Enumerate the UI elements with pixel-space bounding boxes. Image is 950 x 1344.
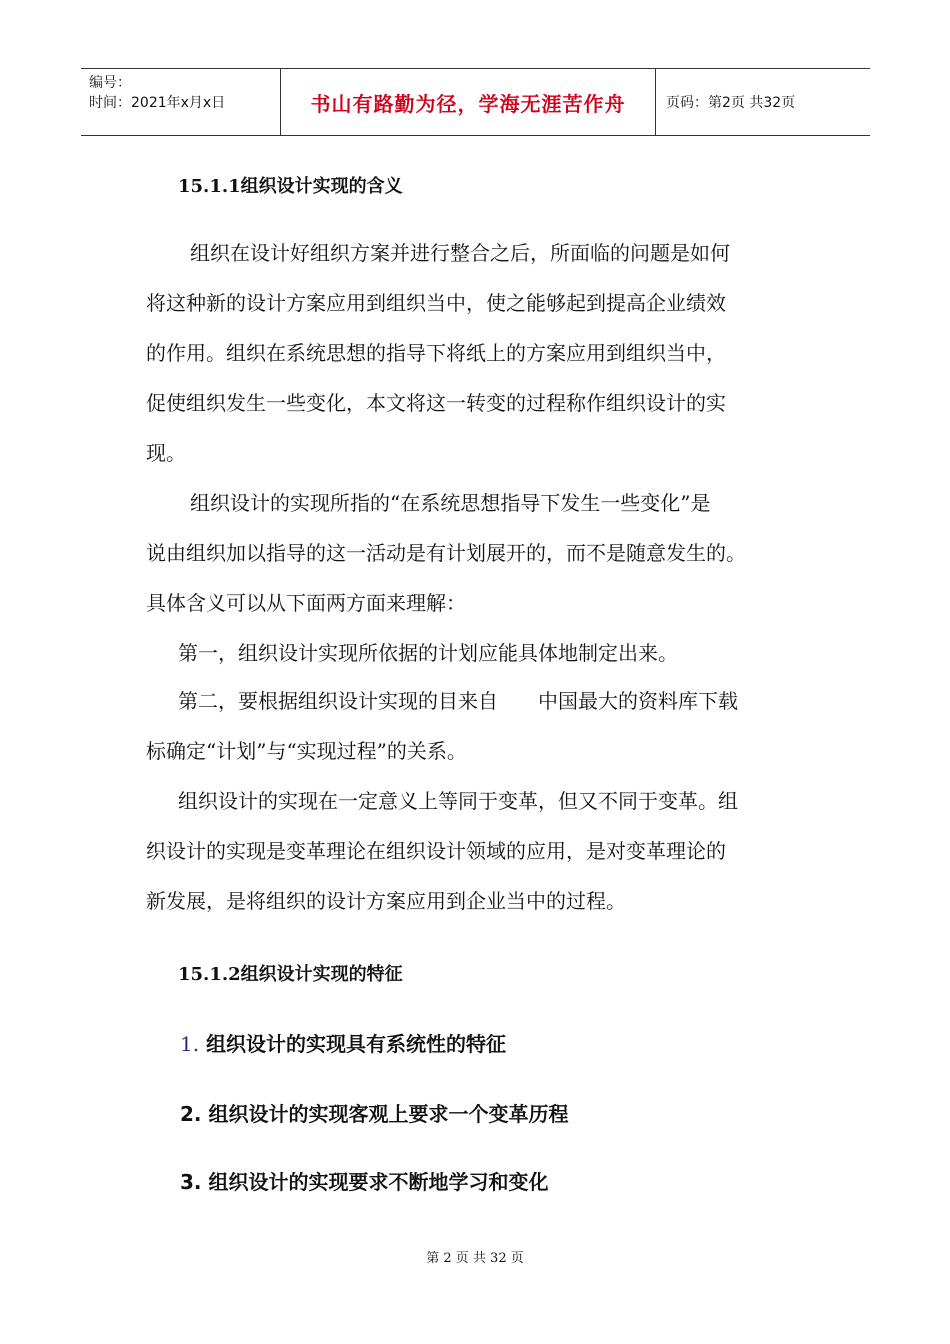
paragraph-line: 第二，要根据组织设计实现的目来自 中国最大的资料库下载 [178, 689, 738, 713]
list-item-number: 1. [180, 1032, 200, 1056]
list-item-text: 组织设计的实现客观上要求一个变革历程 [208, 1102, 569, 1126]
motto: 书山有路勤为径，学海无涯苦作舟 [281, 69, 656, 135]
paragraph-line: 具体含义可以从下面两方面来理解： [146, 591, 466, 615]
list-item-text: 组织设计的实现具有系统性的特征 [206, 1032, 507, 1056]
paragraph-1 [146, 228, 826, 478]
paragraph-5 [146, 776, 826, 926]
paragraph-line: 将这种新的设计方案应用到组织当中，使之能够起到提高企业绩效 [146, 291, 726, 315]
date-label: 时间：2021年x月x日 [89, 95, 226, 111]
paragraph-line: 的作用。组织在系统思想的指导下将纸上的方案应用到组织当中， [146, 341, 726, 365]
paragraph-line: 促使组织发生一些变化，本文将这一转变的过程称作组织设计的实 [146, 391, 726, 415]
paragraph-line: 标确定“计划”与“实现过程”的关系。 [146, 739, 467, 763]
paragraph-4 [146, 676, 826, 776]
list-item-number: 3. [180, 1170, 202, 1194]
paragraph-line: 现。 [146, 441, 186, 465]
list-item-text: 组织设计的实现要求不断地学习和变化 [208, 1170, 549, 1194]
paragraph-line: 说由组织加以指导的这一活动是有计划展开的，而不是随意发生的。 [146, 541, 746, 565]
list-item [180, 1098, 568, 1127]
paragraph-line: 组织设计的实现在一定意义上等同于变革，但又不同于变革。组 [178, 789, 738, 813]
section-title-1: 15.1.1组织设计实现的含义 [178, 176, 403, 197]
page-header [81, 68, 870, 136]
list-item [180, 1166, 548, 1195]
paragraph-line: 组织在设计好组织方案并进行整合之后，所面临的问题是如何 [190, 241, 730, 265]
paragraph-line: 组织设计的实现所指的“在系统思想指导下发生一些变化”是 [190, 491, 711, 515]
number-label: 编号： [89, 75, 131, 91]
paragraph-2 [146, 478, 826, 628]
page-info: 页码：第2页 共32页 [666, 95, 796, 111]
list-item-number: 2. [180, 1102, 202, 1126]
header-meta [81, 69, 281, 135]
section-title-2: 15.1.2组织设计实现的特征 [178, 964, 403, 985]
paragraph-3 [146, 628, 826, 678]
paragraph-line: 第一，组织设计实现所依据的计划应能具体地制定出来。 [178, 641, 678, 665]
list-item [180, 1028, 506, 1057]
page-footer: 第 2 页 共 32 页 [426, 1251, 524, 1266]
paragraph-line: 织设计的实现是变革理论在组织设计领域的应用，是对变革理论的 [146, 839, 726, 863]
paragraph-line: 新发展，是将组织的设计方案应用到企业当中的过程。 [146, 889, 626, 913]
